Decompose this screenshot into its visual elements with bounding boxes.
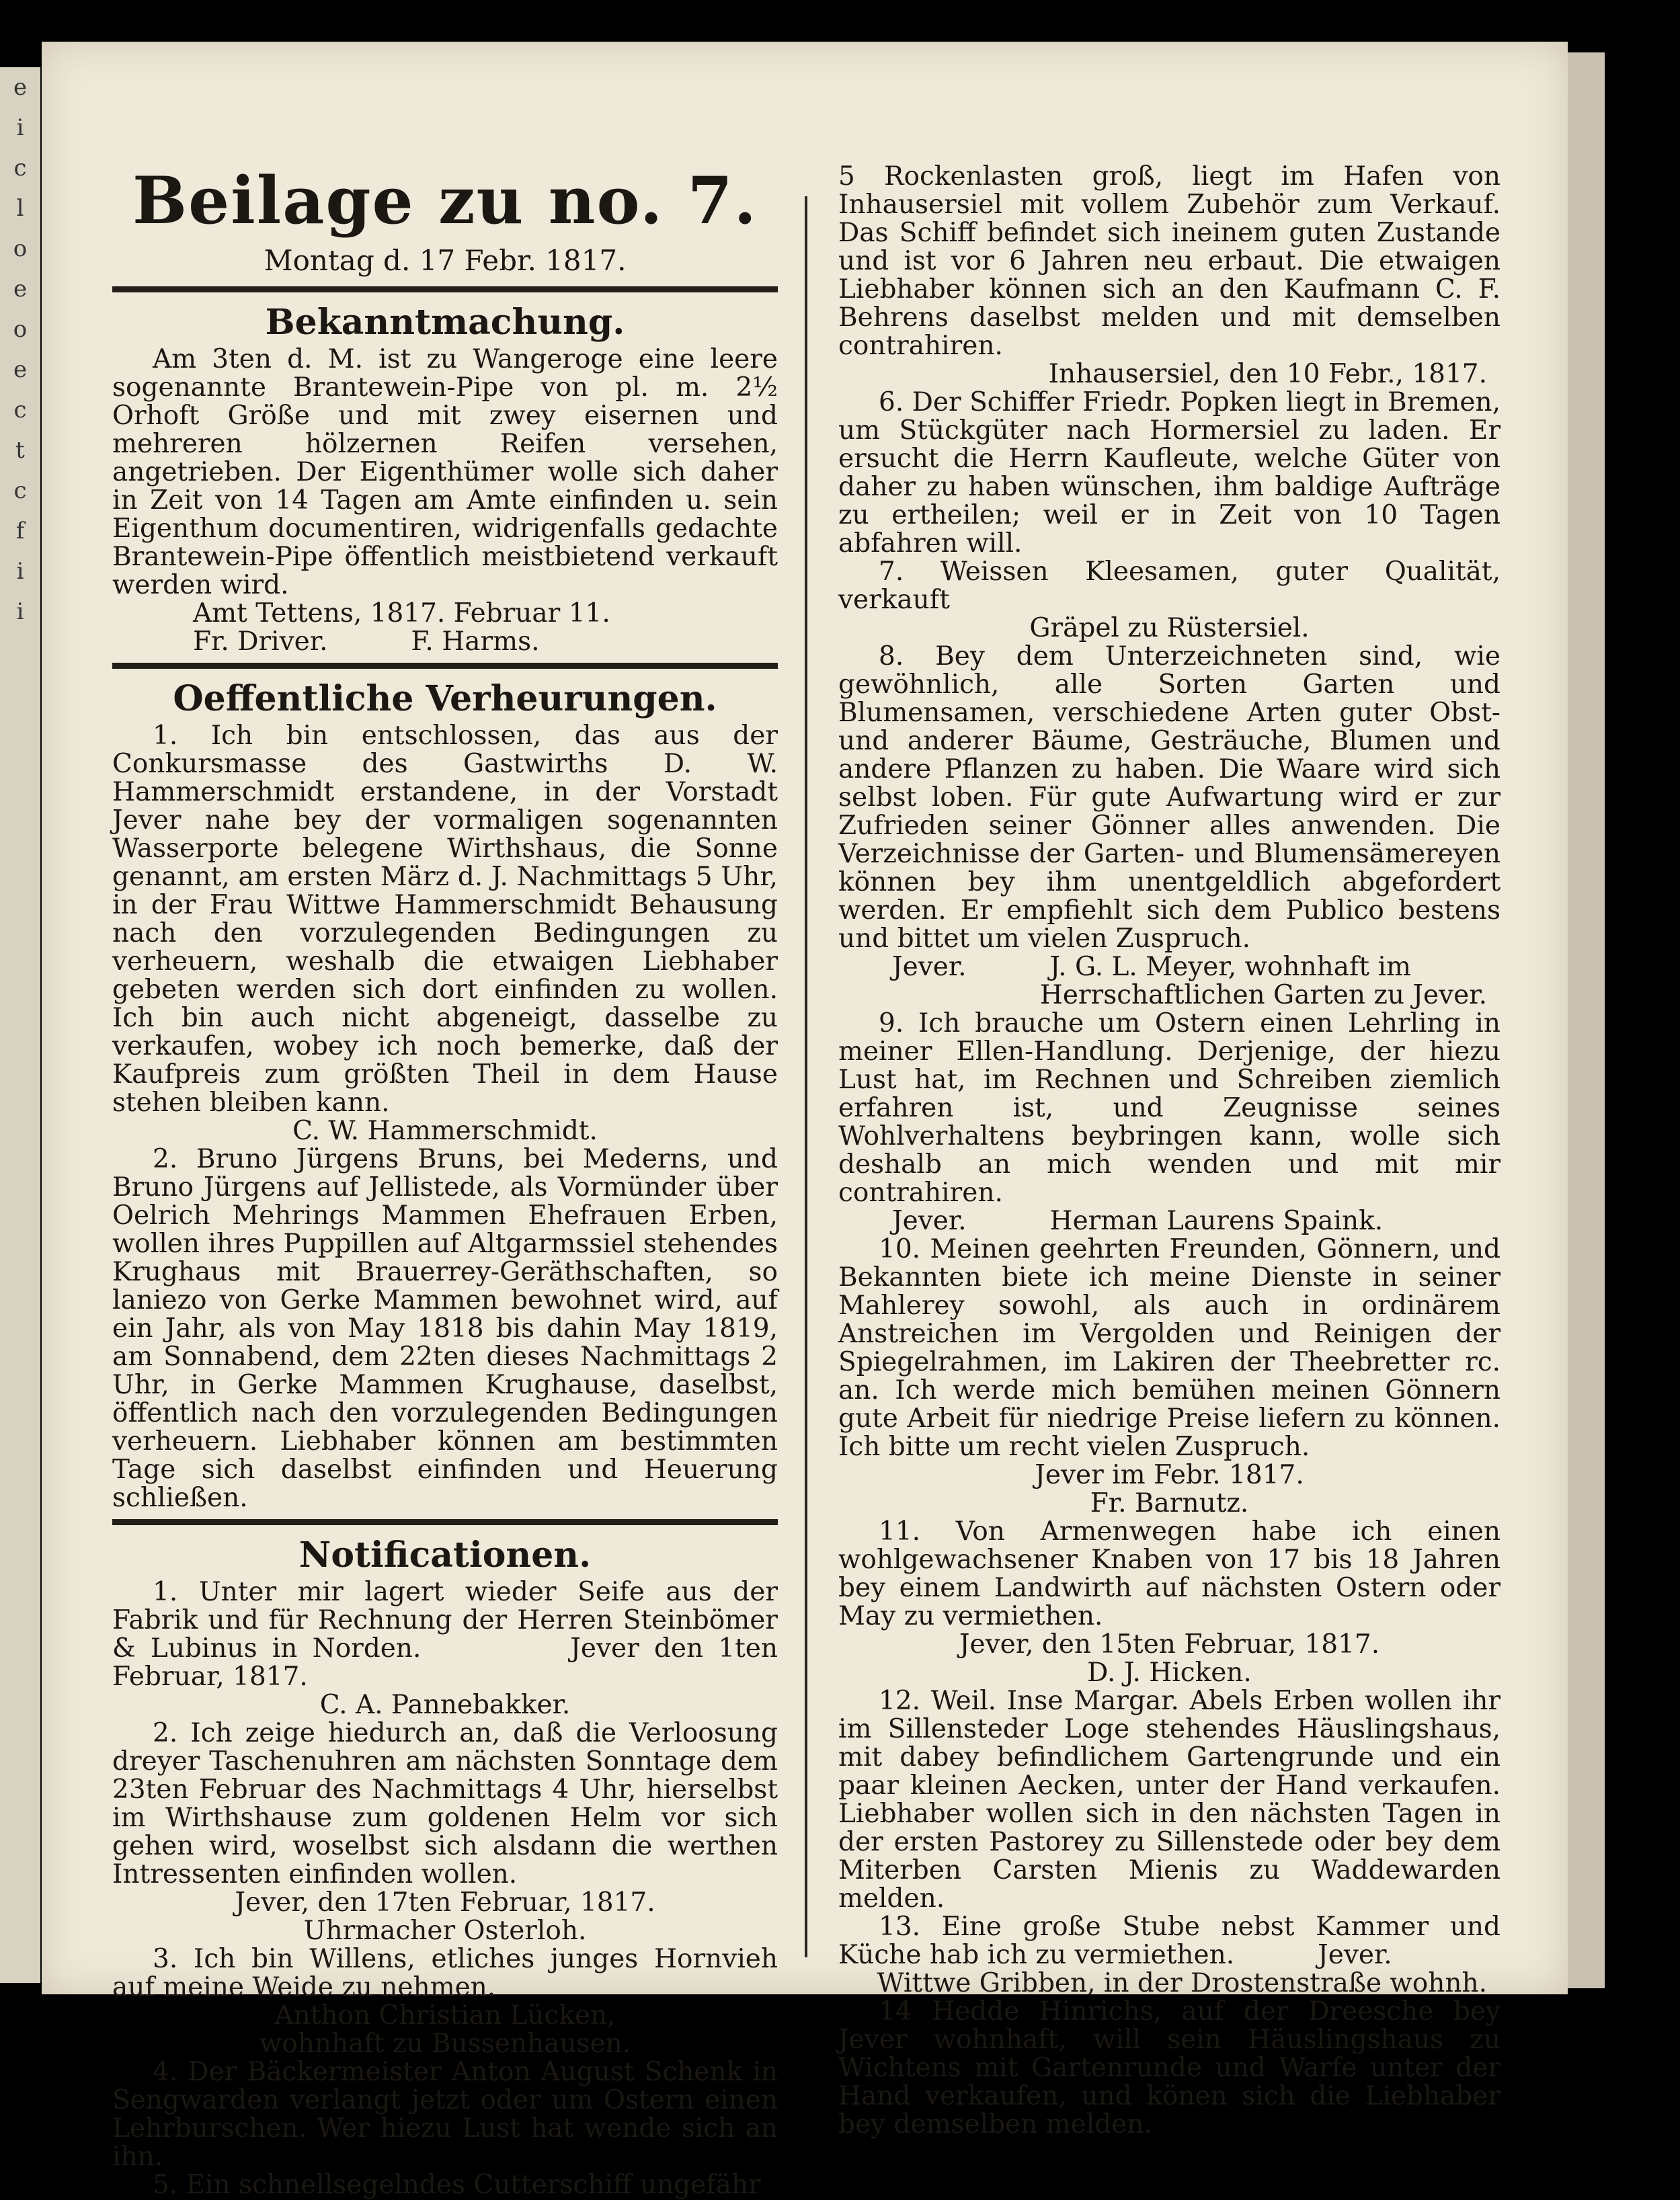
strip-char: i (16, 598, 24, 625)
item-11: 11. Von Armenwegen habe ich einen wohlgewachsener Knaben von 17 bis 18 Jahren bey einem Landwirth auf nächsten Ostern oder May zu vermiethen. (838, 1516, 1501, 1631)
item-13-signature: Wittwe Gribben, in der Drostenstraße wohnh. (877, 1968, 1487, 1998)
item-5-date: Inhausersiel, den 10 Febr., 1817. (1048, 359, 1487, 389)
notificationen-item-2-date: Jever, den 17ten Februar, 1817. (235, 1887, 655, 1918)
section-rule (112, 286, 778, 292)
item-13: 13. Eine große Stube nebst Kammer und Küche hab ich zu vermiethen. Jever. (838, 1912, 1509, 1970)
strip-char: i (16, 114, 24, 141)
bekanntmachung-signatories: Fr. Driver. F. Harms. (193, 626, 540, 657)
right-column (838, 161, 1509, 2140)
strip-char: i (16, 558, 24, 585)
item-11-date: Jever, den 15ten Februar, 1817. (959, 1629, 1380, 1660)
page-edge (1568, 52, 1605, 1988)
adjacent-page-strip (0, 67, 40, 1983)
section-rule (112, 663, 778, 669)
notificationen-item-1: 1. Unter mir lagert wieder Seife aus der Fabrik und für Rechnung der Herren Steinbömer & Lubinus in Norden. Jever den 1ten Februar, 1817. (112, 1577, 787, 1692)
notificationen-item-4: 4. Der Bäckermeister Anton August Schenk in Sengwarden verlangt jetzt oder um Ostern einen Lehrburschen. Wer hiezu Lust hat wende sich an ihn. (112, 2057, 778, 2172)
strip-char: c (13, 477, 27, 504)
item-7: 7. Weissen Kleesamen, guter Qualität, verkauft (838, 557, 1501, 615)
notificationen-heading: Notificationen. (298, 1535, 592, 1576)
item-11-signature: D. J. Hicken. (1087, 1658, 1252, 1688)
section-rule (112, 1519, 778, 1525)
item-7-signature: Gräpel zu Rüstersiel. (1029, 613, 1310, 643)
item-5-continuation: 5 Rockenlasten groß, liegt im Hafen von Inhausersiel mit vollem Zubehör zum Verkauf. Das Schiff befindet sich ineinem guten Zustande und ist vor 6 Jahren neu erbaut. Die etwaigen Liebhaber können sich an den Kaufmann C. F. Behrens daselbst melden und mit demselben contrahiren. (838, 161, 1501, 361)
strip-char: e (13, 356, 28, 383)
strip-char: e (13, 74, 28, 101)
masthead-title: Beilage zu no. 7. (132, 163, 758, 239)
item-10-date: Jever im Febr. 1817. (1035, 1460, 1304, 1490)
strip-char: l (16, 195, 24, 222)
bekanntmachung-place-date: Amt Tettens, 1817. Februar 11. (193, 598, 610, 628)
item-8-signature-2: Herrschaftlichen Garten zu Jever. (1039, 980, 1487, 1010)
notificationen-item-2: 2. Ich zeige hiedurch an, daß die Verloosung dreyer Taschenuhren am nächsten Sonntage dem 23ten Februar des Nachmittags 4 Uhr, hierselbst im Wirthshause zum goldenen Helm vor sich gehen wird, woselbst sich alsdann die werthen Intressenten einfinden wollen. (112, 1718, 778, 1889)
bekanntmachung-text: Am 3ten d. M. ist zu Wangeroge eine leere sogenannte Brantewein-Pipe von pl. m. 2½ Orhoft Größe und mit zwey eisernen und mehreren hölzernen Reifen versehen, angetrieben. Der Eigenthümer wolle sich daher in Zeit von 14 Tagen am Amte einfinden u. sein Eigenthum documentiren, widrigenfalls gedachte Brantewein-Pipe öffentlich meistbietend verkauft werden wird. (112, 344, 778, 600)
bekanntmachung-heading: Bekanntmachung. (265, 302, 625, 343)
verheurungen-heading: Oeffentliche Verheurungen. (173, 678, 717, 719)
strip-char: o (13, 316, 28, 343)
item-8: 8. Bey dem Unterzeichneten sind, wie gewöhnlich, alle Sorten Garten und Blumensamen, verschiedene Arten guter Obst- und anderer Bäume, Gesträuche, Blumen und andere Pflanzen zu haben. Die Waare wird sich selbst loben. Für gute Aufwartung wird er zur Zufrieden seiner Gönner alles anwenden. Die Verzeichnisse der Garten- und Blumensämereyen können bey ihm unentgeldlich abgefordert werden. Er empfiehlt sich dem Publico bestens und bittet um vielen Zuspruch. (838, 641, 1501, 954)
verheurungen-item-1: 1. Ich bin entschlossen, das aus der Conkursmasse des Gastwirths D. W. Hammerschmidt erstandene, in der Vorstadt Jever nahe bey der vormaligen sogenannten Wasserporte belegene Wirthshaus, die Sonne genannt, am ersten März d. J. Nachmittags 5 Uhr, in der Frau Wittwe Hammerschmidt Behausung nach den vorzulegenden Bedingungen zu verheuern, weshalb die etwaigen Liebhaber gebeten werden sich dort einfinden zu wollen. Ich bin auch nicht abgeneigt, dasselbe zu verkaufen, wobey ich noch bemerke, daß der Kaufpreis zum größten Theil in dem Hause stehen bleiben kann. (112, 721, 778, 1118)
notificationen-item-3-signature-2: wohnhaft zu Bussenhausen. (259, 2029, 631, 2059)
notificationen-item-3: 3. Ich bin Willens, etliches junges Hornvieh auf meine Weide zu nehmen. (112, 1944, 778, 2002)
masthead-dateline: Montag d. 17 Febr. 1817. (264, 244, 627, 277)
item-9: 9. Ich brauche um Ostern einen Lehrling in meiner Ellen-Handlung. Derjenige, der hiezu Lust hat, im Rechnen und Schreiben ziemlich erfahren ist, und Zeugnisse seines Wohlverhaltens beybringen kann, wolle sich deshalb an mich wenden und mit mir contrahiren. (838, 1008, 1501, 1208)
item-8-signature-1: Jever. J. G. L. Meyer, wohnhaft im (892, 952, 1411, 982)
verheurungen-item-2: 2. Bruno Jürgens Bruns, bei Mederns, und Bruno Jürgens auf Jellistede, als Vormünder über Oelrich Mehrings Mammen Ehefrauen Erben, wollen ihres Puppillen auf Altgarmssiel stehendes Krughaus mit Brauerrey-Geräthschaften, so laniezo von Gerke Mammen bewohnet wird, auf ein Jahr, als von May 1818 bis dahin May 1819, am Sonnabend, dem 22ten dieses Nachmittags 2 Uhr, in Gerke Mammen Krughause, daselbst, öffentlich nach den vorzulegenden Bedingungen verheuern. Liebhaber können am bestimmten Tage sich daselbst einfinden und Heuerung schließen. (112, 1144, 778, 1513)
strip-char: f (15, 518, 25, 544)
notificationen-item-3-signature-1: Anthon Christian Lücken, (274, 2000, 616, 2031)
left-column (112, 163, 787, 2200)
strip-char: t (15, 437, 25, 464)
notificationen-item-1-signature: C. A. Pannebakker. (319, 1690, 571, 1720)
item-6: 6. Der Schiffer Friedr. Popken liegt in Bremen, um Stückgüter nach Hormersiel zu laden. Er ersucht die Herrn Kaufleute, welche Güter von daher zu haben wünschen, ihm baldige Aufträge zu ertheilen; weil er in Zeit von 10 Tagen abfahren will. (838, 387, 1501, 559)
item-10: 10. Meinen geehrten Freunden, Gönnern, und Bekannten biete ich meine Dienste in seiner Mahlerey sowohl, als auch in ordinärem Anstreichen im Vergolden und Reinigen der Spiegelrahmen, im Lakiren der Theebretter rc. an. Ich werde mich bemühen meinen Gönnern gute Arbeit für niedrige Preise liefern zu können. Ich bitte um recht vielen Zuspruch. (838, 1234, 1501, 1462)
item-14: 14 Hedde Hinrichs, auf der Dreesche bey Jever wohnhaft, will sein Häuslingshaus zu Wichtens mit Gartenrunde und Warfe unter der Hand verkaufen, und könen sich die Liebhaber bey demselben melden. (838, 1996, 1501, 2140)
strip-char: c (13, 397, 27, 423)
column-divider (805, 196, 807, 1957)
strip-char: c (13, 155, 27, 181)
item-10-signature: Fr. Barnutz. (1090, 1488, 1249, 1518)
strip-char: o (13, 235, 28, 262)
verheurungen-item-1-signature: C. W. Hammerschmidt. (292, 1116, 598, 1146)
notificationen-item-5: 5. Ein schnellsegelndes Cutterschiff ungefähr (153, 2170, 761, 2200)
item-12: 12. Weil. Inse Margar. Abels Erben wollen ihr im Sillensteder Loge stehendes Häuslingshaus, mit dabey befindlichem Gartengrunde und ein paar kleinen Aecken, unter der Hand verkaufen. Liebhaber wollen sich in den nächsten Tagen in der ersten Pastorey zu Sillenstede oder bey dem Miterben Carsten Mienis zu Waddewarden melden. (838, 1686, 1501, 1914)
newspaper-page (42, 42, 1568, 2200)
notificationen-item-2-signature: Uhrmacher Osterloh. (303, 1916, 587, 1946)
strip-char: e (13, 276, 28, 302)
item-9-signature: Jever. Herman Laurens Spaink. (892, 1206, 1384, 1236)
